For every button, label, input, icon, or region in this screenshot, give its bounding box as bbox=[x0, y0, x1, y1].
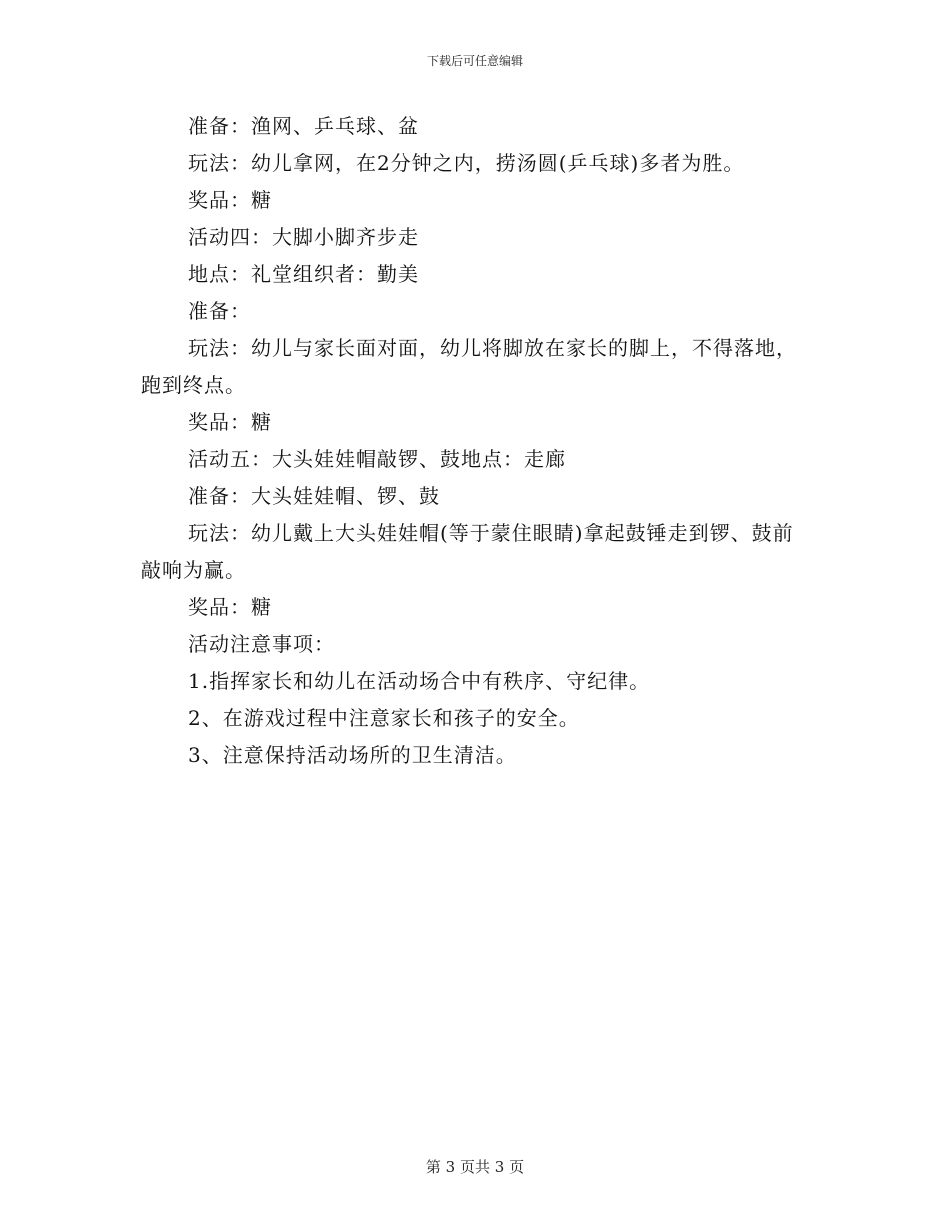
paragraph-activity-4-prep: 准备： bbox=[188, 299, 251, 323]
paragraph-notes-heading: 活动注意事项： bbox=[188, 632, 335, 656]
paragraph-play-net: 玩法：幼儿拿网，在2分钟之内，捞汤圆(乒乓球)多者为胜。 bbox=[188, 151, 745, 175]
document-body bbox=[141, 108, 811, 774]
paragraph-prize-3: 奖品：糖 bbox=[188, 188, 272, 212]
paragraph-activity-4-location: 地点：礼堂组织者：勤美 bbox=[188, 262, 419, 286]
page-header: 下载后可任意编辑 bbox=[426, 54, 523, 68]
paragraph-activity-5-prep: 准备：大头娃娃帽、锣、鼓 bbox=[188, 484, 440, 508]
paragraph-activity-4-title: 活动四：大脚小脚齐步走 bbox=[188, 225, 419, 249]
page-number: 第 3 页共 3 页 bbox=[425, 1158, 525, 1176]
paragraph-activity-5-play: 玩法：幼儿戴上大头娃娃帽(等于蒙住眼睛)拿起鼓锤走到锣、鼓前敲响为赢。 bbox=[141, 521, 794, 582]
paragraph-activity-4-play: 玩法：幼儿与家长面对面，幼儿将脚放在家长的脚上，不得落地，跑到终点。 bbox=[141, 336, 797, 397]
paragraph-note-3: 3、注意保持活动场所的卫生清洁。 bbox=[188, 743, 517, 767]
paragraph-note-1: 1.指挥家长和幼儿在活动场合中有秩序、守纪律。 bbox=[188, 669, 651, 693]
paragraph-prep-net: 准备：渔网、乒乓球、盆 bbox=[188, 114, 419, 138]
paragraph-activity-5-title: 活动五：大头娃娃帽敲锣、鼓地点：走廊 bbox=[188, 447, 566, 471]
paragraph-activity-4-prize: 奖品：糖 bbox=[188, 410, 272, 434]
paragraph-note-2: 2、在游戏过程中注意家长和孩子的安全。 bbox=[188, 706, 580, 730]
paragraph-activity-5-prize: 奖品：糖 bbox=[188, 595, 272, 619]
